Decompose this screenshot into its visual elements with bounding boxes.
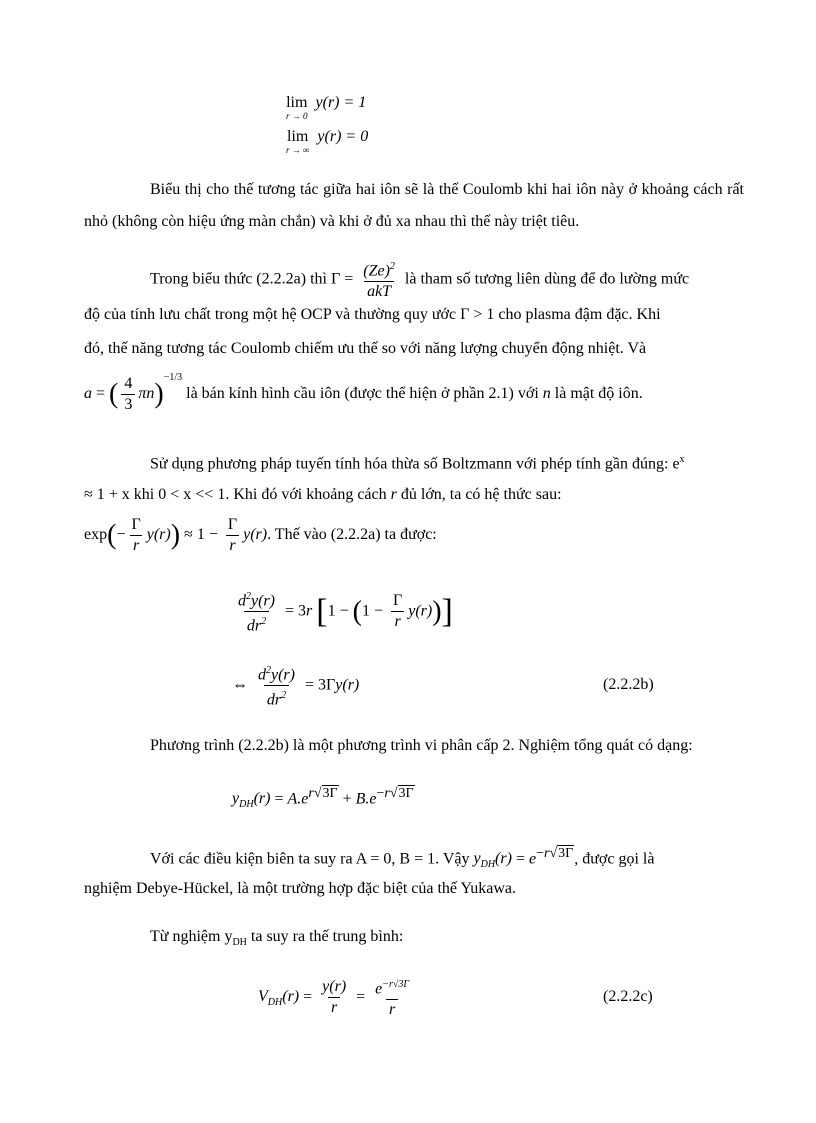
mean-potential-intro: Từ nghiệm $y_{DH}$ ta suy ra thế trung bình: <box>150 928 404 949</box>
coulomb-dominance-line: đó, thế năng tương tác Coulomb chiếm ưu thế so với năng lượng chuyển động nhiệt. Và <box>84 340 647 357</box>
equation-general-solution: $y_{DH}(r) = A.e^{r√3\Gamma} + B.e^{-r√3\Gamma}$ <box>232 786 414 811</box>
paragraph-general-solution: Phương trình (2.2.2b) là một phương trình vi phân cấp 2. Nghiệm tổng quát có dạng: <box>150 737 693 754</box>
gamma-definition-line: Trong biểu thức (2.2.2a) thì Γ = $\frac{(Ze)^2}{\text{akT}}$ là tham số tương liên dùng để đo lường mức <box>150 261 690 301</box>
radius-line: a = ( $\frac{4}{3}$ πn)$^{-1/3}$ là bán kính hình cầu iôn (được thể hiện ở phần 2.1) với n là mật độ iôn. <box>84 372 643 413</box>
equation-second-derivative: $\frac{d^2y(r)}{dr^2}$ = 3r [1 − (1 − $\frac{\Gamma}{r}$ y(r))] <box>238 591 453 635</box>
exp-approximation-line: exp(− $\frac{\Gamma}{r}$ y(r)) ≈ 1 − $\frac{\Gamma}{r}$ y(r). Thế vào (2.2.2a) ta được: <box>84 516 437 554</box>
limit-r-zero: lim r → 0 y(r) = 1 <box>286 94 367 121</box>
ocp-line: độ của tính lưu chất trong một hệ OCP và thường quy ước Γ > 1 cho plasma đậm đặc. Khi <box>84 306 661 323</box>
boltzmann-line-1: Sử dụng phương pháp tuyến tính hóa thừa số Boltzmann với phép tính gần đúng: $e^x$ <box>150 454 685 473</box>
equation-2-2-2b: ⇔ $\frac{d^2y(r)}{dr^2}$ = 3Γy(r) <box>232 665 360 709</box>
boltzmann-line-2: ≈ 1 + x khi 0 < x << 1. Khi đó với khoảng cách r đủ lớn, ta có hệ thức sau: <box>84 486 562 503</box>
equation-tag-b: (2.2.2b) <box>603 676 654 693</box>
debye-huckel-line: nghiệm Debye-Hückel, là một trường hợp đặc biệt của thế Yukawa. <box>84 880 516 897</box>
limit-r-infinity: lim r → ∞ y(r) = 0 <box>286 128 369 155</box>
boundary-conditions-line: Với các điều kiện biên ta suy ra A = 0, B = 1. Vậy $y_{DH}(r) = e^{-r√3\Gamma}$, được gọi là <box>150 846 655 871</box>
equation-2-2-2c: $V_{DH}(r)$ = $\frac{y(r)}{r}$ = $\frac{e^{-r√3\Gamma}}{r}$ <box>258 978 410 1019</box>
equation-tag-c: (2.2.2c) <box>603 988 653 1005</box>
paragraph-coulomb: Biểu thị cho thế tương tác giữa hai iôn sẽ là thế Coulomb khi hai iôn này ở khoảng cách rất nhỏ (không còn hiệu ứng màn chắn) và khi ở đủ xa nhau thì thế này triệt tiêu. <box>84 181 744 230</box>
